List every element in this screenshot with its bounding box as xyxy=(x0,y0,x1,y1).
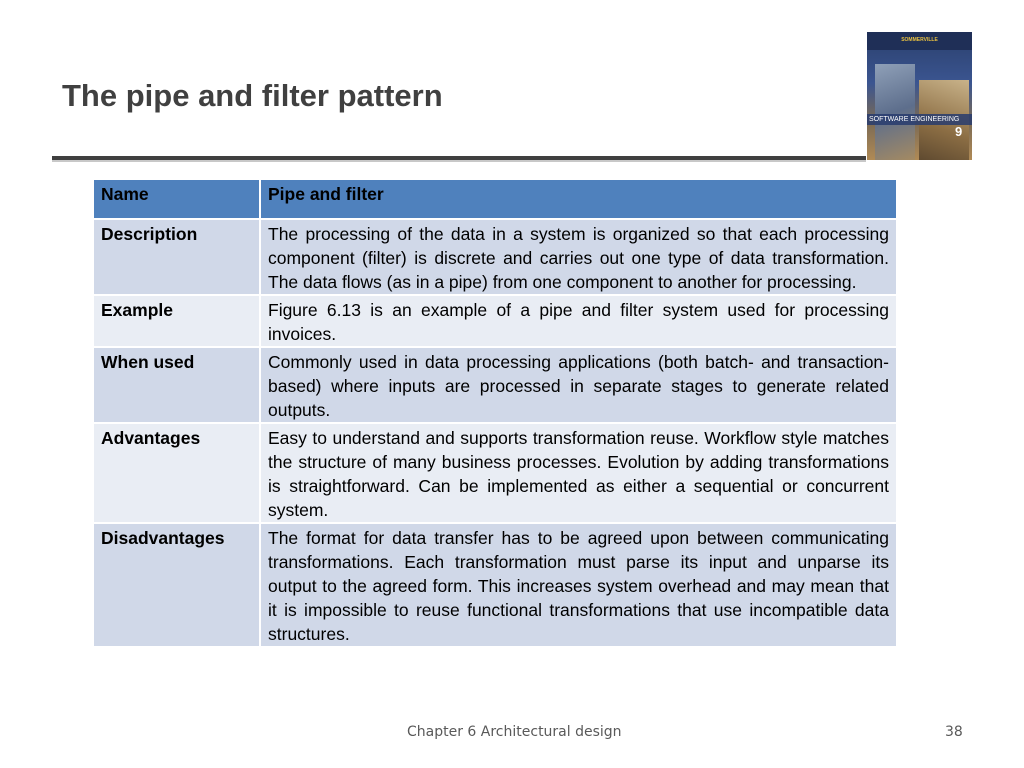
header-value-cell: Pipe and filter xyxy=(260,179,897,219)
header-label-cell: Name xyxy=(93,179,260,219)
row-value-when-used: Commonly used in data processing applications (both batch- and transaction-based) where inputs are processed in separate stages to generate related outputs. xyxy=(260,347,897,423)
book-cover-image xyxy=(867,32,972,160)
table-row xyxy=(93,523,897,647)
pattern-table xyxy=(92,178,898,648)
row-label-example: Example xyxy=(93,295,260,347)
row-label-disadvantages: Disadvantages xyxy=(93,523,260,647)
slide-footer: Chapter 6 Architectural design xyxy=(407,724,622,740)
row-value-disadvantages: The format for data transfer has to be agreed upon between communicating transformations. Each transformation must parse its input and unparse its output to the agreed form. This increases system overhead and may mean that it is impossible to reuse functional transformations that use incompatible data structures. xyxy=(260,523,897,647)
cover-title: SOFTWARE ENGINEERING xyxy=(869,116,960,123)
row-label-advantages: Advantages xyxy=(93,423,260,523)
row-value-example: Figure 6.13 is an example of a pipe and filter system used for processing invoices. xyxy=(260,295,897,347)
table-row xyxy=(93,295,897,347)
row-label-description: Description xyxy=(93,219,260,295)
row-value-description: The processing of the data in a system is organized so that each processing component (filter) is discrete and carries out one type of data transformation. The data flows (as in a pipe) from one component to another for processing. xyxy=(260,219,897,295)
table-row xyxy=(93,219,897,295)
slide-title: The pipe and filter pattern xyxy=(62,78,443,113)
table-row xyxy=(93,423,897,523)
row-value-advantages: Easy to understand and supports transformation reuse. Workflow style matches the structure of many business processes. Evolution by adding transformations is straightforward. Can be implemented as either a sequential or concurrent system. xyxy=(260,423,897,523)
table-header-row xyxy=(93,179,897,219)
cover-brand: SOMMERVILLE xyxy=(901,37,938,43)
row-label-when-used: When used xyxy=(93,347,260,423)
table-row xyxy=(93,347,897,423)
title-divider-shadow xyxy=(52,160,866,162)
page-number: 38 xyxy=(945,724,963,740)
cover-edition: 9 xyxy=(955,124,963,139)
cover-building-left xyxy=(875,64,915,160)
